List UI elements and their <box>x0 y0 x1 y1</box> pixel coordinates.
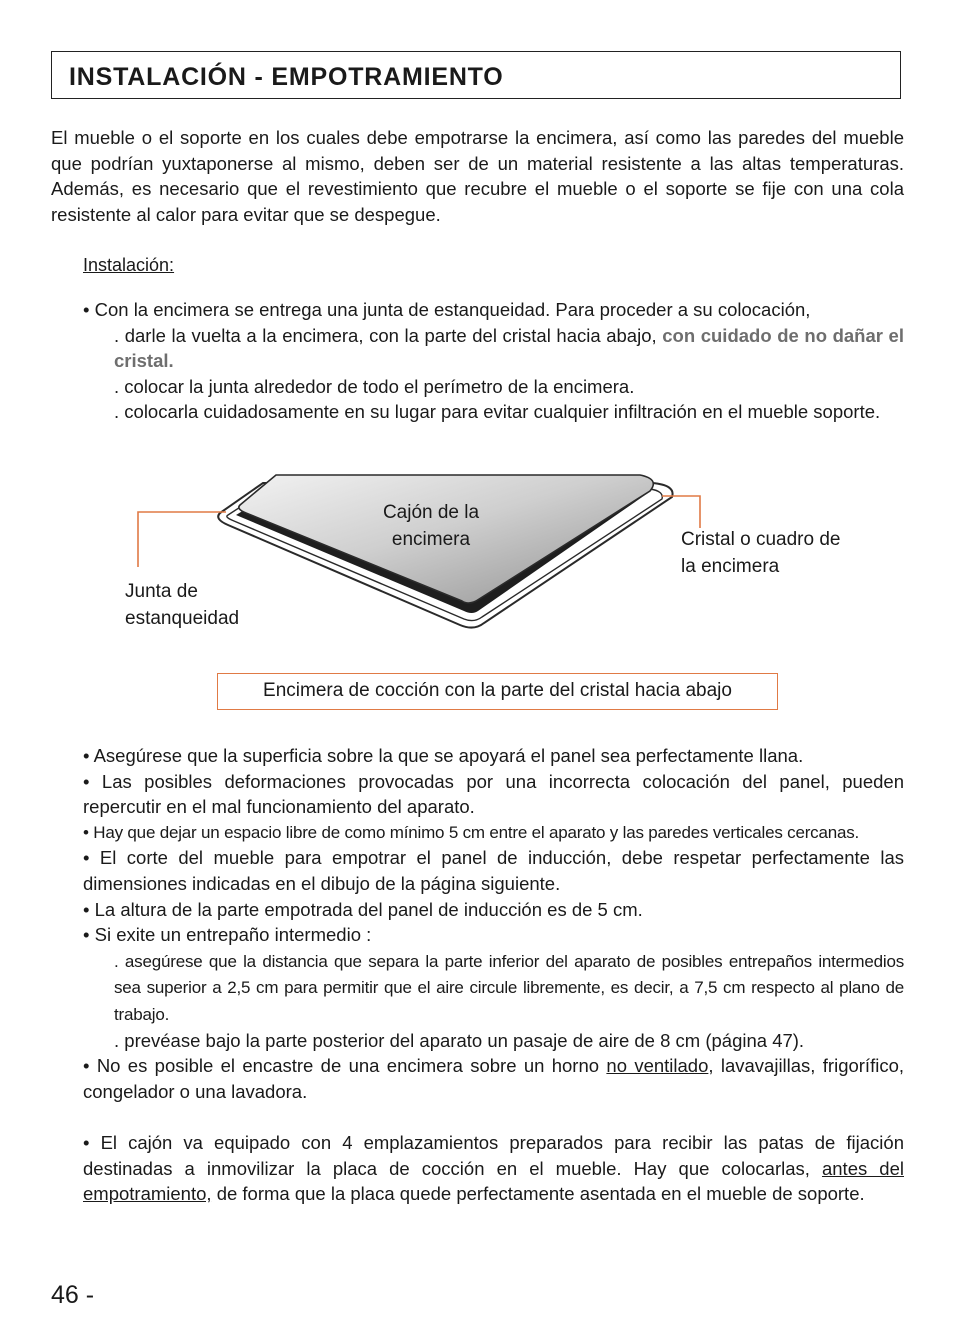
seal-leader <box>138 512 226 567</box>
bullet-height: • La altura de la parte empotrada del panel de inducción es de 5 cm. <box>83 898 643 920</box>
seal-step-3: . colocarla cuidadosamente en su lugar para evitar cualquier infiltración en el mueble soporte. <box>114 401 881 423</box>
intro-paragraph: El mueble o el soporte en los cuales debe empotrarse la encimera, así como las paredes del mueble que podrían yuxtaponerse al mismo, deben ser de un material resistente a las altas temperaturas. Además, es necesario que el revestimiento que recubre el mueble o el soporte se fije con una cola resistente al calor para evitar que se despegue. <box>51 127 904 225</box>
page-title: INSTALACIÓN - EMPOTRAMIENTO <box>69 63 504 91</box>
bullet-shelf-sub-2: . prevéase bajo la parte posterior del aparato un pasaje de aire de 8 cm (página 47). <box>114 1029 805 1051</box>
bullet-shelf-sub-1 <box>83 948 904 1028</box>
bullet-clearance: • Hay que dejar un espacio libre de como mínimo 5 cm entre el aparato y las paredes verticales cercanas. <box>83 822 860 842</box>
bullet-oven-pre: • No es posible el encastre de una encimera sobre un horno <box>83 1055 600 1077</box>
bullet-fixing-pre: • El cajón va equipado con 4 emplazamientos preparados para recibir las patas de fijación destinadas a inmovilizar la placa de cocción en el mueble. Hay que colocarlas, <box>83 1131 904 1179</box>
label-glass: Cristal o cuadro de la encimera <box>681 529 841 577</box>
diagram-caption: Encimera de cocción con la parte del cristal hacia abajo <box>217 673 778 710</box>
label-seal: Junta de estanqueidad <box>125 581 240 629</box>
bullet-shelf-sub-1-text: . asegúrese que la distancia que separa la parte inferior del aparato de posibles entrepaños intermedios sea superior a 2,5 cm para permitir que el aire circule libremente, es decir, a 7,5 cm respecto al plano de trabajo. <box>114 951 904 1024</box>
requirements-list <box>83 743 904 1207</box>
bullet-oven-post: , lavavajillas, frigorífico, congelador o una lavadora. <box>83 1055 905 1102</box>
seal-step-1 <box>83 323 904 374</box>
bullet-oven <box>83 1053 904 1104</box>
title-box <box>51 51 901 99</box>
page-number: 46 - <box>51 1281 95 1309</box>
bullet-oven-underline: no ventilado <box>606 1055 709 1077</box>
bullet-cutout: • El corte del mueble para empotrar el panel de inducción, debe respetar perfectamente las dimensiones indicadas en el dibujo de la página siguiente. <box>83 847 904 894</box>
label-box: Cajón de la encimera <box>382 502 480 550</box>
seal-step-1-emphasis: con cuidado de no dañar el cristal. <box>114 324 904 372</box>
bullet-deformations: • Las posibles deformaciones provocadas por una incorrecta colocación del panel, pueden repercutir en el mal funcionamiento del aparato. <box>83 770 904 818</box>
bullet-shelf: • Si exite un entrepaño intermedio : <box>83 924 372 946</box>
seal-bullet: • Con la encimera se entrega una junta de estanqueidad. Para proceder a su colocación, <box>83 299 811 320</box>
seal-step-2: . colocar la junta alrededor de todo el perímetro de la encimera. <box>114 375 635 397</box>
bullet-flat-surface: • Asegúrese que la superficia sobre la que se apoyará el panel sea perfectamente llana. <box>83 745 804 766</box>
bullet-fixing-post: de forma que la placa quede perfectamente asentada en el mueble de soporte. <box>216 1183 865 1205</box>
bullet-fixing-underline: antes del empotramiento, <box>83 1157 904 1205</box>
seal-instructions <box>83 297 904 425</box>
installation-heading: Instalación: <box>83 255 175 275</box>
seal-step-1-text: . darle la vuelta a la encimera, con la parte del cristal hacia abajo, <box>114 324 657 346</box>
bullet-fixing <box>83 1130 904 1207</box>
